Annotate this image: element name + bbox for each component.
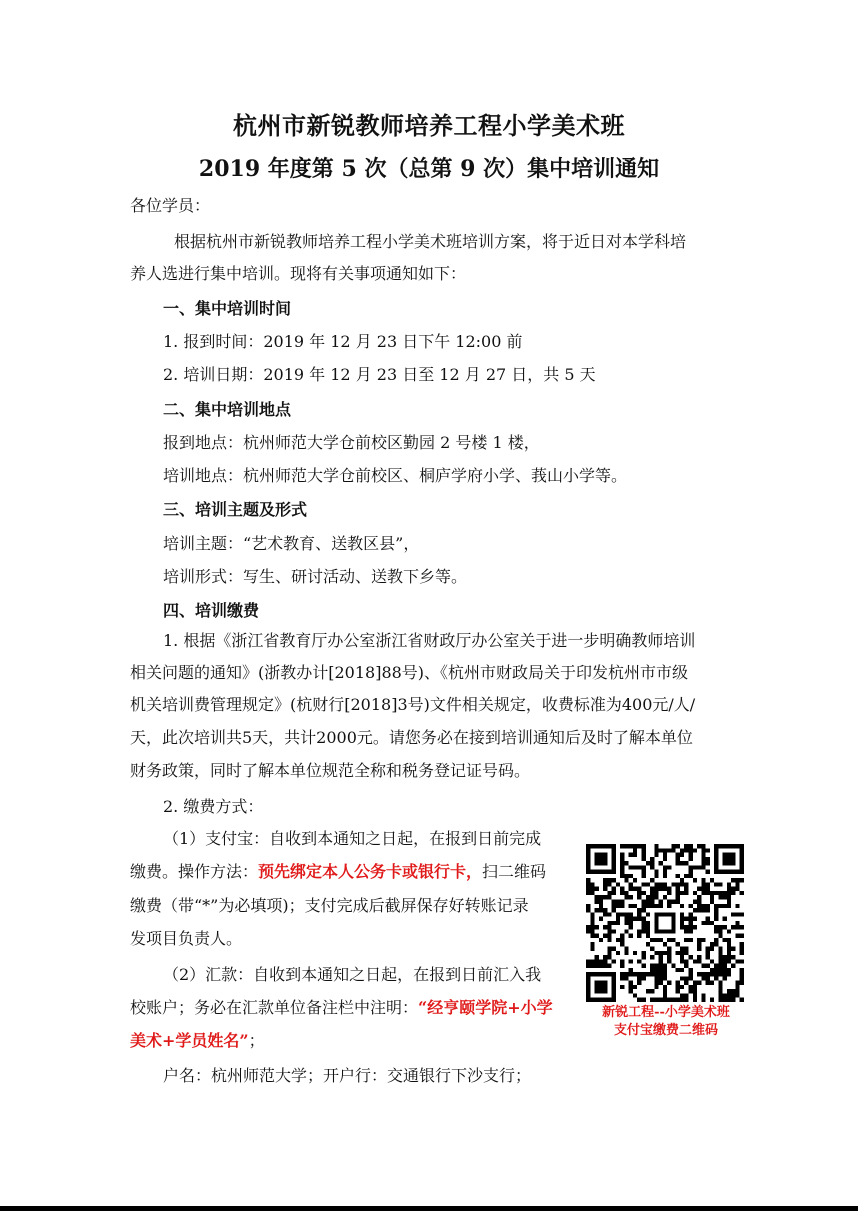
account-line: 户名：杭州师范大学；开户行：交通银行下沙支行； xyxy=(163,1066,532,1085)
section-1-heading: 一、集中培训时间 xyxy=(163,299,292,318)
remit-highlight-1: “经亨颐学院+小学 xyxy=(418,998,553,1017)
fee-para-line-3: 机关培训费管理规定》(杭财行[2018]3号)文件相关规定，收费标准为400元/人/ xyxy=(130,695,696,714)
fee-para-line-1: 1. 根据《浙江省教育厅办公室浙江省财政厅办公室关于进一步明确教师培训 xyxy=(163,631,696,650)
section-3-heading: 三、培训主题及形式 xyxy=(163,500,308,519)
remit-line-3 xyxy=(130,1031,265,1051)
document-subtitle: 2019 年度第 5 次（总第 9 次）集中培训通知 xyxy=(198,156,660,182)
alipay-line-3: 缴费（带“*”为必填项)；支付完成后截屏保存好转账记录 xyxy=(130,896,529,915)
alipay-line-4: 发项目负责人。 xyxy=(130,929,243,948)
alipay-line-1: （1）支付宝：自收到本通知之日起，在报到日前完成 xyxy=(163,829,542,848)
qr-caption-1: 新锐工程--小学美术班 xyxy=(602,1005,730,1020)
intro-line-2: 养人选进行集中培训。现将有关事项通知如下： xyxy=(130,264,467,283)
alipay-line-2-prefix: 缴费。操作方法： xyxy=(130,862,259,881)
payment-heading: 2. 缴费方式： xyxy=(163,797,264,816)
section-4-heading: 四、培训缴费 xyxy=(163,601,260,620)
section-3-item-2: 培训形式：写生、研讨活动、送教下乡等。 xyxy=(163,567,468,586)
alipay-line-2-suffix: 扫二维码 xyxy=(482,862,547,881)
page-bottom-border xyxy=(0,1206,858,1211)
alipay-qr-code[interactable] xyxy=(586,844,744,1002)
fee-para-line-4: 天，此次培训共5天，共计2000元。请您务必在接到培训通知后及时了解本单位 xyxy=(130,728,693,747)
remit-highlight-2: 美术+学员姓名” xyxy=(130,1031,249,1050)
document-title: 杭州市新锐教师培养工程小学美术班 xyxy=(233,111,625,140)
remit-line-3-suffix: ； xyxy=(248,1031,265,1050)
remit-line-2 xyxy=(130,998,553,1018)
section-2-item-1: 报到地点：杭州师范大学仓前校区勤园 2 号楼 1 楼， xyxy=(163,433,540,452)
remit-line-2-prefix: 校账户；务必在汇款单位备注栏中注明： xyxy=(130,998,419,1017)
fee-para-line-2: 相关问题的通知》(浙教办计[2018]88号)、《杭州市财政局关于印发杭州市市级 xyxy=(130,663,689,682)
alipay-highlight: 预先绑定本人公务卡或银行卡， xyxy=(258,862,483,881)
greeting: 各位学员： xyxy=(130,196,211,215)
fee-para-line-5: 财务政策，同时了解本单位规范全称和税务登记证号码。 xyxy=(130,761,531,780)
intro-line-1: 根据杭州市新锐教师培养工程小学美术班培训方案，将于近日对本学科培 xyxy=(174,232,687,251)
section-1-item-2: 2. 培训日期：2019 年 12 月 23 日至 12 月 27 日，共 5 天 xyxy=(163,365,596,384)
qr-caption-2: 支付宝缴费二维码 xyxy=(613,1023,718,1038)
section-3-item-1: 培训主题：“艺术教育、送教区县”， xyxy=(163,534,420,553)
section-1-item-1: 1. 报到时间：2019 年 12 月 23 日下午 12:00 前 xyxy=(163,332,523,351)
alipay-line-2 xyxy=(130,862,546,882)
remit-line-1: （2）汇款：自收到本通知之日起，在报到日前汇入我 xyxy=(163,965,542,984)
section-2-item-2: 培训地点：杭州师范大学仓前校区、桐庐学府小学、莪山小学等。 xyxy=(163,466,628,485)
qr-code-image xyxy=(586,844,744,1002)
section-2-heading: 二、集中培训地点 xyxy=(163,400,292,419)
